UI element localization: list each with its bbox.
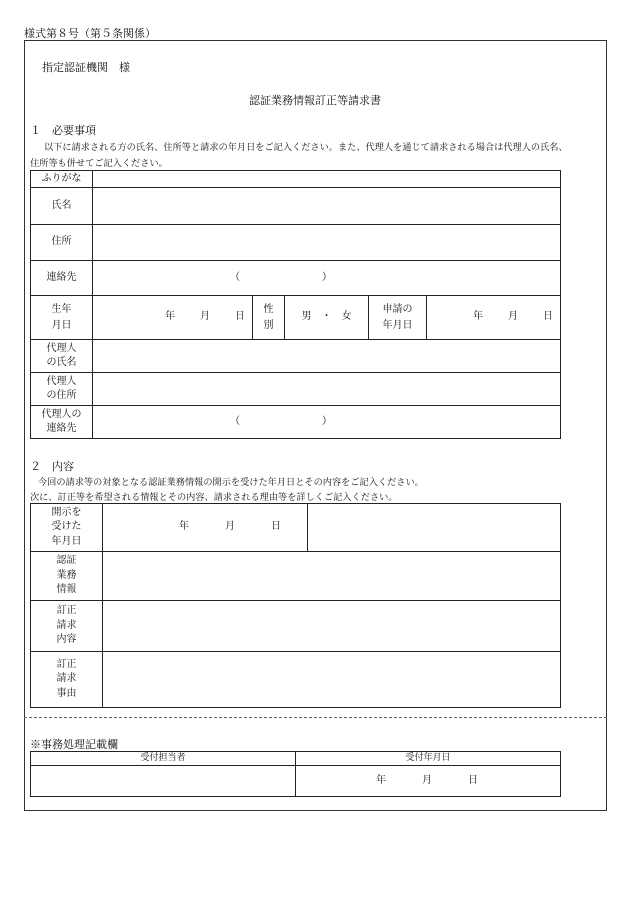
row-auth-info	[31, 552, 561, 601]
sex-label	[253, 296, 285, 340]
section2-heading: ２ 内容	[30, 460, 74, 473]
row-agent-name	[31, 340, 561, 373]
agent-address-input[interactable]	[93, 373, 561, 406]
birth-label-2: 月日	[51, 319, 72, 331]
agent-contact-label-1: 代理人の	[41, 408, 82, 420]
birth-date-input[interactable]	[93, 296, 253, 340]
row-contact	[31, 261, 561, 296]
disclosure-label-2: 受けた	[51, 521, 82, 533]
correction-label-2: 請求	[56, 619, 77, 631]
received-day: 日	[468, 774, 478, 786]
disclosure-extra[interactable]	[308, 504, 561, 552]
receiver-label: 受付担当者	[31, 752, 296, 766]
section1-heading: １ 必要事項	[30, 124, 96, 137]
furigana-label: ふりがな	[31, 171, 93, 188]
sex-label-2: 別	[263, 319, 274, 331]
sex-female[interactable]: 女	[341, 311, 352, 323]
auth-info-input[interactable]	[103, 552, 561, 601]
contact-label: 連絡先	[31, 261, 93, 296]
section1-desc-line2: 住所等も併せてご記入ください。	[30, 158, 168, 169]
sex-choice[interactable]	[285, 296, 369, 340]
contact-paren-open: （	[230, 271, 240, 283]
section2-desc-line1: 今回の請求等の対象となる認証業務情報の開示を受けた年月日とその内容をご記入ください。	[38, 477, 424, 488]
reason-label-2: 請求	[56, 673, 77, 685]
received-date-input[interactable]	[296, 766, 561, 797]
agent-address-label-2: の住所	[46, 390, 77, 401]
reason-label	[31, 652, 103, 708]
name-label: 氏名	[31, 188, 93, 225]
received-date-label: 受付年月日	[296, 752, 561, 766]
disclosure-date-input[interactable]	[103, 504, 308, 552]
disclosure-year: 年	[179, 521, 189, 533]
correction-label	[31, 601, 103, 652]
request-date-label	[369, 296, 427, 340]
received-year: 年	[376, 774, 386, 786]
correction-label-3: 内容	[56, 634, 77, 646]
birth-year: 年	[165, 311, 175, 323]
correction-input[interactable]	[103, 601, 561, 652]
row-address	[31, 225, 561, 261]
agent-name-label-2: の氏名	[46, 357, 77, 368]
office-table	[30, 751, 561, 797]
received-month: 月	[422, 774, 432, 786]
row-name	[31, 188, 561, 225]
content-table	[30, 503, 561, 708]
reason-label-3: 事由	[56, 687, 77, 699]
birth-month: 月	[200, 311, 210, 323]
receiver-input[interactable]	[31, 766, 296, 797]
disclosure-label-1: 開示を	[51, 506, 82, 518]
agent-name-input[interactable]	[93, 340, 561, 373]
request-date-label-2: 年月日	[382, 319, 413, 331]
sex-male[interactable]: 男	[301, 311, 312, 323]
agent-name-label	[31, 340, 93, 373]
row-reason	[31, 652, 561, 708]
auth-info-label-1: 認証	[56, 555, 77, 567]
request-date-input[interactable]	[427, 296, 561, 340]
row-correction	[31, 601, 561, 652]
sex-dot: ・	[321, 311, 332, 323]
contact-input[interactable]	[93, 261, 561, 296]
office-heading: ※事務処理記載欄	[30, 738, 118, 751]
request-day: 日	[543, 311, 553, 323]
address-label: 住所	[31, 225, 93, 261]
request-date-label-1: 申請の	[382, 303, 413, 315]
office-header-row	[31, 752, 561, 766]
section2-desc-line2: 次に、訂正等を希望される情報とその内容、請求される理由等を詳しくご記入ください。	[30, 492, 398, 503]
sex-label-1: 性	[263, 303, 274, 315]
auth-info-label-3: 情報	[56, 584, 77, 596]
agent-address-label-1: 代理人	[46, 375, 77, 387]
birth-label	[31, 296, 93, 340]
disclosure-day: 日	[271, 521, 281, 533]
reason-label-1: 訂正	[56, 658, 77, 670]
request-year: 年	[473, 311, 483, 323]
section1-desc-line1: 以下に請求される方の氏名、住所等と請求の年月日をご記入ください。また、代理人を通じて請求される場合は代理人の氏名、	[44, 142, 568, 153]
disclosure-label	[31, 504, 103, 552]
agent-contact-paren-open: （	[230, 415, 240, 427]
row-birth	[31, 296, 561, 340]
addressee: 指定認証機関 様	[42, 61, 130, 74]
contact-paren-close: ）	[322, 271, 332, 283]
request-month: 月	[508, 311, 518, 323]
dashed-divider	[24, 717, 607, 718]
form-number: 様式第８号（第５条関係）	[24, 27, 156, 40]
birth-day: 日	[235, 311, 245, 323]
agent-contact-input[interactable]	[93, 406, 561, 439]
address-input[interactable]	[93, 225, 561, 261]
row-agent-contact	[31, 406, 561, 439]
name-input[interactable]	[93, 188, 561, 225]
disclosure-month: 月	[225, 521, 235, 533]
row-disclosure-date	[31, 504, 561, 552]
row-agent-address	[31, 373, 561, 406]
row-furigana	[31, 171, 561, 188]
reason-input[interactable]	[103, 652, 561, 708]
applicant-table	[30, 170, 561, 439]
auth-info-label-2: 業務	[56, 569, 77, 581]
auth-info-label	[31, 552, 103, 601]
birth-label-1: 生年	[51, 303, 72, 315]
page-title: 認証業務情報訂正等請求書	[249, 94, 381, 107]
disclosure-label-3: 年月日	[51, 535, 82, 547]
agent-contact-label-2: 連絡先	[46, 423, 77, 434]
agent-address-label	[31, 373, 93, 406]
correction-label-1: 訂正	[56, 605, 77, 617]
furigana-input[interactable]	[93, 171, 561, 188]
agent-contact-label	[31, 406, 93, 439]
agent-contact-paren-close: ）	[322, 415, 332, 427]
office-value-row	[31, 766, 561, 797]
agent-name-label-1: 代理人	[46, 342, 77, 354]
